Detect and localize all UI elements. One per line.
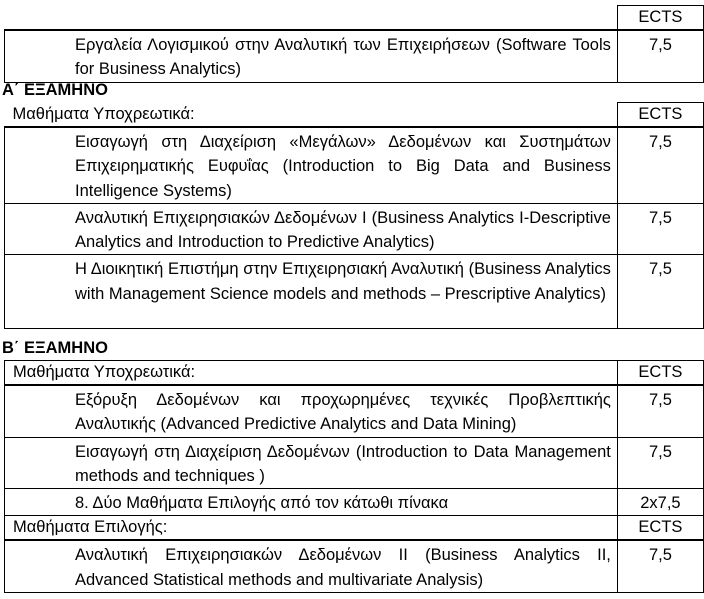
ects-value: 7,5 (617, 203, 703, 255)
course-number (13, 33, 75, 57)
semester-b-title: Β΄ ΕΞΑΜΗΝΟ (2, 339, 108, 357)
ects-value: 7,5 (617, 127, 703, 203)
course-number (13, 206, 75, 230)
semester-a-table (4, 102, 704, 329)
ects-value: 7,5 (617, 540, 703, 592)
semester-a-title: Α΄ ΕΞΑΜΗΝΟ (2, 81, 108, 99)
ects-header: ECTS (617, 103, 703, 128)
elective-label: Μαθήματα Επιλογής: (5, 516, 618, 541)
ects-value: 2x7,5 (617, 489, 703, 516)
table-row (5, 437, 704, 489)
ects-value: 7,5 (617, 437, 703, 489)
course-title: Η Διοικητική Επιστήμη στην Επιχειρησιακή Αναλυτική (Business Analytics with Management Science models and methods – Prescriptive Analytics) (75, 260, 611, 303)
course-number (13, 388, 75, 412)
course-number (13, 257, 75, 281)
table-row (5, 127, 704, 203)
table-row (5, 540, 704, 592)
table-row (5, 203, 704, 255)
course-number (13, 491, 75, 515)
course-title: Εισαγωγή στη Διαχείριση «Μεγάλων» Δεδομένων και Συστημάτων Επιχειρηματικής Ευφυΐας (Introduction to Big Data and Business Intelligence Systems) (75, 133, 611, 200)
top-course-table (4, 5, 704, 83)
table-row (5, 255, 704, 329)
course-title: Αναλυτική Επιχειρησιακών Δεδομένων Ι (Business Analytics I-Descriptive Analytics and Introduction to Predictive Analytics) (75, 208, 611, 252)
course-title: Εισαγωγή στη Διαχείριση Δεδομένων (Introduction to Data Management methods and techniques ) (75, 442, 611, 485)
course-title: Αναλυτική Επιχειρησιακών Δεδομένων ΙΙ (Business Analytics II, Advanced Statistical methods and multivariate Analysis) (75, 546, 611, 589)
semester-b-table (4, 360, 704, 593)
ects-header: ECTS (617, 6, 703, 31)
ects-header: ECTS (617, 516, 703, 541)
ects-value: 7,5 (617, 255, 703, 329)
table-row (5, 489, 704, 516)
ects-value: 7,5 (617, 385, 703, 437)
ects-header: ECTS (617, 361, 703, 386)
course-title: Εργαλεία Λογισμικού στην Αναλυτική των Επιχειρήσεων (Software Tools for Business Analytics) (75, 36, 611, 79)
table-row (5, 385, 704, 437)
ects-value: 7,5 (617, 30, 703, 82)
mandatory-label: Μαθήματα Υποχρεωτικά: (5, 361, 618, 386)
course-number (13, 130, 75, 154)
table-row (5, 30, 704, 82)
course-number (13, 440, 75, 464)
course-title: Εξόρυξη Δεδομένων και προχωρημένες τεχνικές Προβλεπτικής Αναλυτικής (Advanced Predictive Analytics and Data Mining) (75, 391, 611, 434)
course-number (13, 543, 75, 567)
mandatory-label: Μαθήματα Υποχρεωτικά: (5, 103, 618, 128)
course-title: 8. Δύο Μαθήματα Επιλογής από τον κάτωθι πίνακα (75, 494, 449, 513)
